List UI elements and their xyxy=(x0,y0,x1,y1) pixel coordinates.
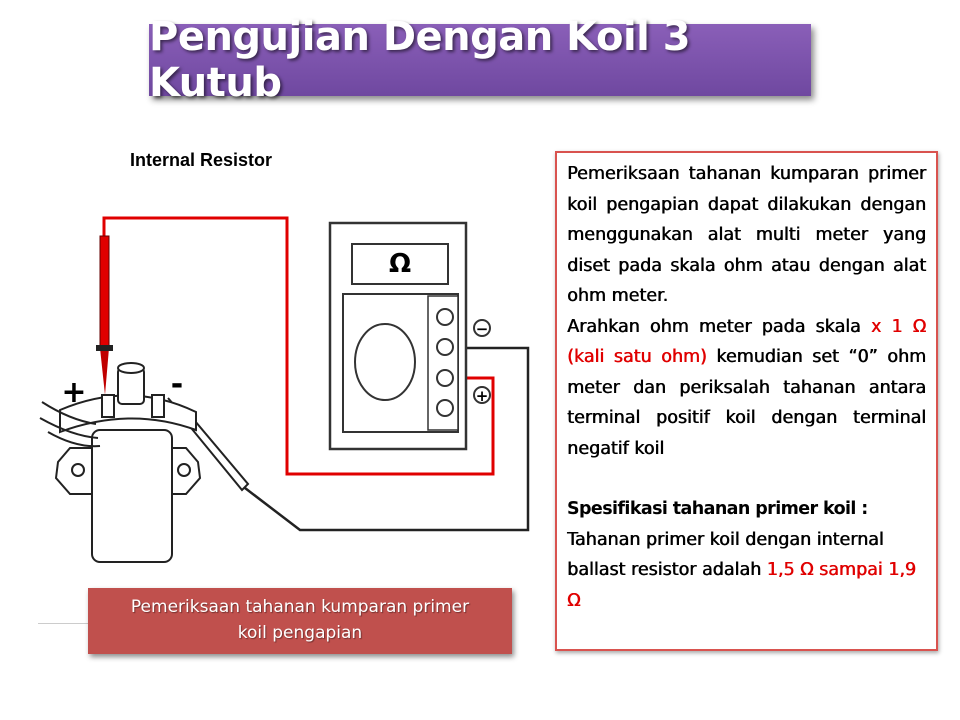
coil-minus-symbol: - xyxy=(170,367,184,402)
svg-text:+: + xyxy=(475,387,489,405)
internal-resistor-label: Internal Resistor xyxy=(130,150,273,170)
multimeter xyxy=(330,223,466,449)
caption-line-1: Pemeriksaan tahanan kumparan primer xyxy=(130,597,470,617)
terminal-jack-4 xyxy=(437,400,453,416)
divider-line xyxy=(38,623,90,624)
spec-text: Tahanan primer koil dengan internal ballast resistor adalah 1,5 Ω sampai 1,9 Ω xyxy=(567,529,916,611)
terminal-jack-2 xyxy=(437,339,453,355)
red-probe xyxy=(96,236,113,395)
spec-heading: Spesifikasi tahanan primer koil : xyxy=(567,499,868,519)
spacer xyxy=(567,464,926,494)
scale-highlight: x 1 Ω (kali satu ohm) xyxy=(567,316,926,367)
ignition-coil-test-diagram xyxy=(0,0,550,580)
paragraph-procedure: Pemeriksaan tahanan kumparan primer koil pengapian dapat dilakukan dengan menggunakan alat multi meter yang diset pada skala ohm atau dengan alat ohm meter. xyxy=(567,164,926,306)
meter-scale-symbol: Ω xyxy=(388,249,412,279)
explanation-panel xyxy=(555,151,938,651)
paragraph-instruction: Arahkan ohm meter pada skala x 1 Ω (kali satu ohm) kemudian set “0” ohm meter dan periksalah tahanan antara terminal positif koil dengan terminal negatif koil xyxy=(567,316,927,459)
terminal-jack-1 xyxy=(437,309,453,325)
terminal-jack-3 xyxy=(437,370,453,386)
svg-text:−: − xyxy=(475,320,489,338)
caption-line-2: koil pengapian xyxy=(237,623,363,643)
spec-value-highlight: 1,5 Ω sampai 1,9 Ω xyxy=(567,560,916,611)
page-title: Pengujian Dengan Koil 3 Kutub xyxy=(149,14,691,106)
coil-plus-symbol: + xyxy=(61,375,87,410)
caption-box xyxy=(88,588,512,654)
